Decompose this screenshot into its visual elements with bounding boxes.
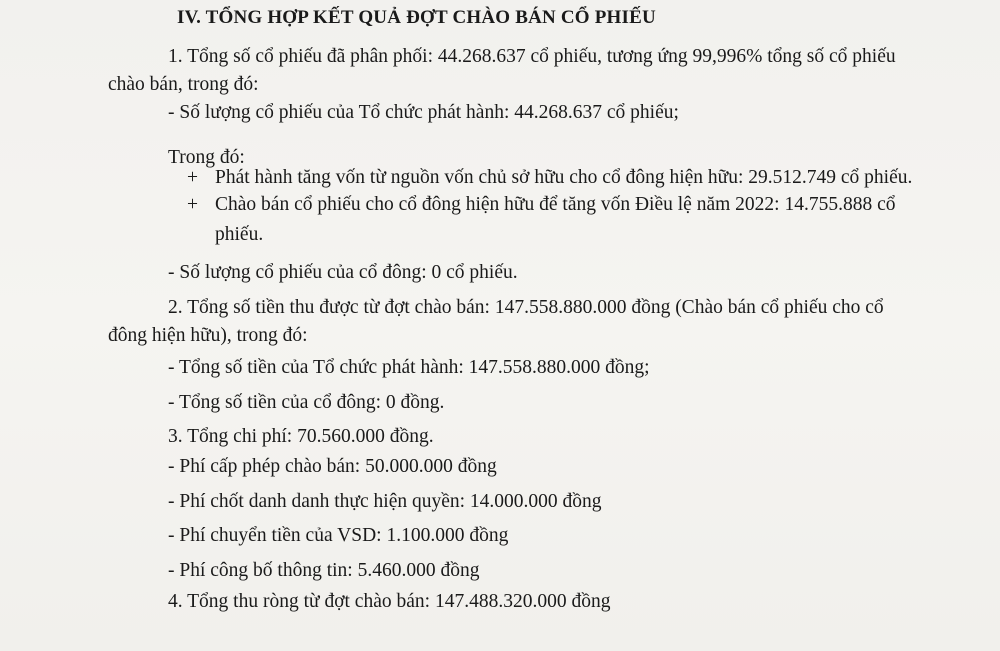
item1-bullet2-line1: Chào bán cổ phiếu cho cổ đông hiện hữu để tăng vốn Điều lệ năm 2022: 14.755.888 cổ [215, 194, 896, 215]
section-title: IV. TỔNG HỢP KẾT QUẢ ĐỢT CHÀO BÁN CỔ PHIẾU [177, 7, 656, 28]
item3-fee-record-list: - Phí chốt danh danh thực hiện quyền: 14.000.000 đồng [168, 491, 602, 512]
item2-line2: đông hiện hữu), trong đó: [108, 325, 308, 346]
item2-shareholder-amount: - Tổng số tiền của cổ đông: 0 đồng. [168, 392, 445, 413]
item1-bullet2-line2: phiếu. [215, 224, 264, 245]
item3-fee-disclosure: - Phí công bố thông tin: 5.460.000 đồng [168, 560, 480, 581]
item1-among-label: Trong đó: [168, 147, 245, 168]
item2-issuer-amount: - Tổng số tiền của Tổ chức phát hành: 147.558.880.000 đồng; [168, 357, 650, 378]
item1-shareholder-shares: - Số lượng cổ phiếu của cổ đông: 0 cổ phiếu. [168, 262, 518, 283]
item3-fee-license: - Phí cấp phép chào bán: 50.000.000 đồng [168, 456, 497, 477]
item1-line2: chào bán, trong đó: [108, 74, 259, 95]
item1-issuer-shares: - Số lượng cổ phiếu của Tổ chức phát hành: 44.268.637 cổ phiếu; [168, 102, 679, 123]
item3-fee-vsd-transfer: - Phí chuyển tiền của VSD: 1.100.000 đồng [168, 525, 509, 546]
item1-line1: 1. Tổng số cổ phiếu đã phân phối: 44.268.637 cổ phiếu, tương ứng 99,996% tổng số cổ phiếu [168, 46, 896, 67]
item4-line1: 4. Tổng thu ròng từ đợt chào bán: 147.488.320.000 đồng [168, 591, 611, 612]
item1-bullet1: Phát hành tăng vốn từ nguồn vốn chủ sở hữu cho cổ đông hiện hữu: 29.512.749 cổ phiếu. [215, 167, 913, 188]
bullet-plus-2: + [187, 194, 198, 215]
item2-line1: 2. Tổng số tiền thu được từ đợt chào bán: 147.558.880.000 đồng (Chào bán cổ phiếu cho cổ [168, 297, 884, 318]
item3-line1: 3. Tổng chi phí: 70.560.000 đồng. [168, 426, 434, 447]
bullet-plus-1: + [187, 167, 198, 188]
